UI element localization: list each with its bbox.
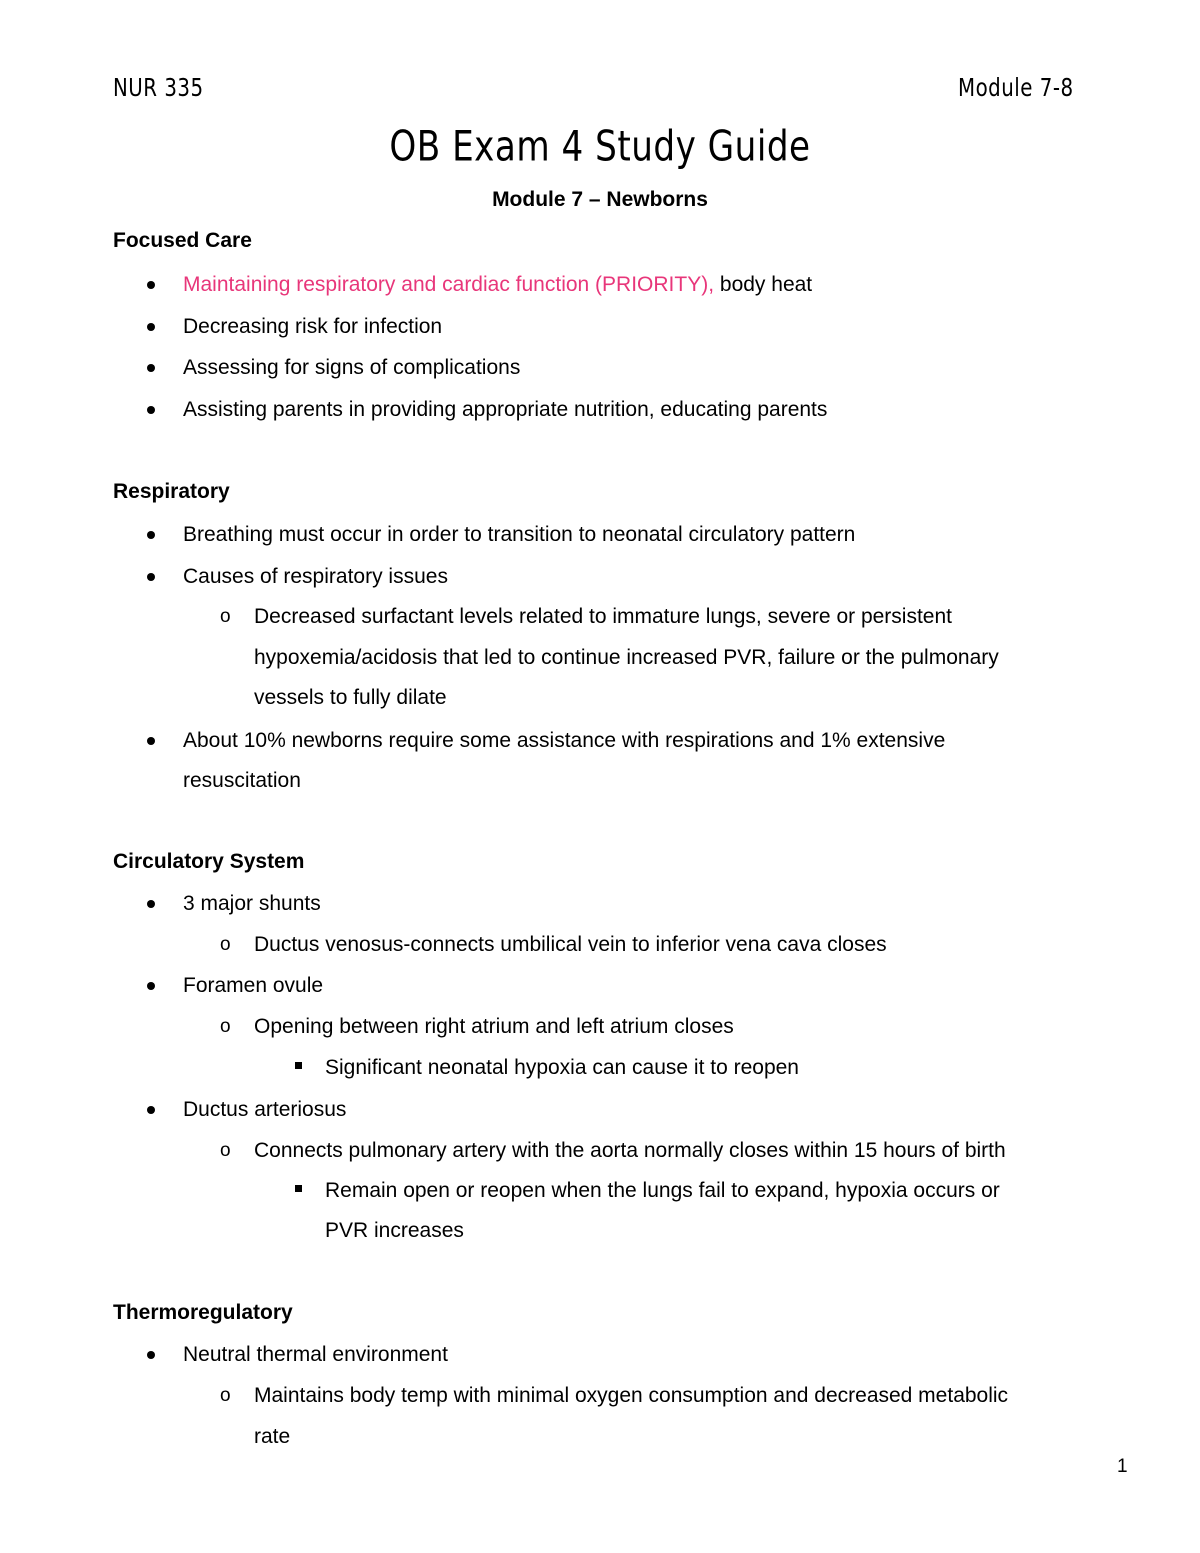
module-range: Module 7-8 [958,74,1074,103]
section-heading-focused-care: Focused Care [113,229,252,252]
list-item-text: PVR increases [325,1219,464,1242]
list-item-text: Significant neonatal hypoxia can cause it to reopen [325,1056,799,1079]
sub-bullet-icon: o [220,934,231,955]
sub-bullet-icon: o [220,1385,231,1406]
sub-bullet-icon: o [220,1140,231,1161]
list-item-text: Decreased surfactant levels related to immature lungs, severe or persistent [254,605,952,628]
list-item-text: 3 major shunts [183,892,321,915]
section-heading-respiratory: Respiratory [113,480,230,503]
list-item-text: hypoxemia/acidosis that led to continue increased PVR, failure or the pulmonary [254,646,999,669]
sub-bullet-icon: o [220,606,231,627]
page-number: 1 [1117,1456,1128,1477]
sub-bullet-icon: o [220,1016,231,1037]
section-heading-circulatory: Circulatory System [113,850,305,873]
course-code: NUR 335 [113,74,204,103]
list-item-text: Assisting parents in providing appropriate nutrition, educating parents [183,398,828,421]
list-item-text: Neutral thermal environment [183,1343,448,1366]
list-item-text: Ductus venosus-connects umbilical vein to inferior vena cava closes [254,933,887,956]
list-item-text: Opening between right atrium and left atrium closes [254,1015,734,1038]
list-item-text: body heat [714,273,813,296]
list-item-text: Causes of respiratory issues [183,565,448,588]
list-item-text: Assessing for signs of complications [183,356,521,379]
section-heading-thermoregulatory: Thermoregulatory [113,1301,293,1324]
document-title: OB Exam 4 Study Guide [389,121,811,171]
list-item-text: resuscitation [183,769,301,792]
list-item-text: Decreasing risk for infection [183,315,443,338]
list-item-text: Foramen ovule [183,974,324,997]
list-item-text: vessels to fully dilate [254,686,447,709]
module-title: Module 7 – Newborns [492,188,708,211]
priority-highlight: Maintaining respiratory and cardiac function (PRIORITY), [183,273,715,296]
list-item-text: Remain open or reopen when the lungs fail to expand, hypoxia occurs or [325,1179,1000,1202]
list-item-text: rate [254,1425,291,1448]
list-item-text: Breathing must occur in order to transition to neonatal circulatory pattern [183,523,856,546]
list-item-text: Connects pulmonary artery with the aorta normally closes within 15 hours of birth [254,1139,1006,1162]
list-item-text: About 10% newborns require some assistance with respirations and 1% extensive [183,729,946,752]
list-item-text: Maintains body temp with minimal oxygen consumption and decreased metabolic [254,1384,1009,1407]
list-item-text: Ductus arteriosus [183,1098,347,1121]
